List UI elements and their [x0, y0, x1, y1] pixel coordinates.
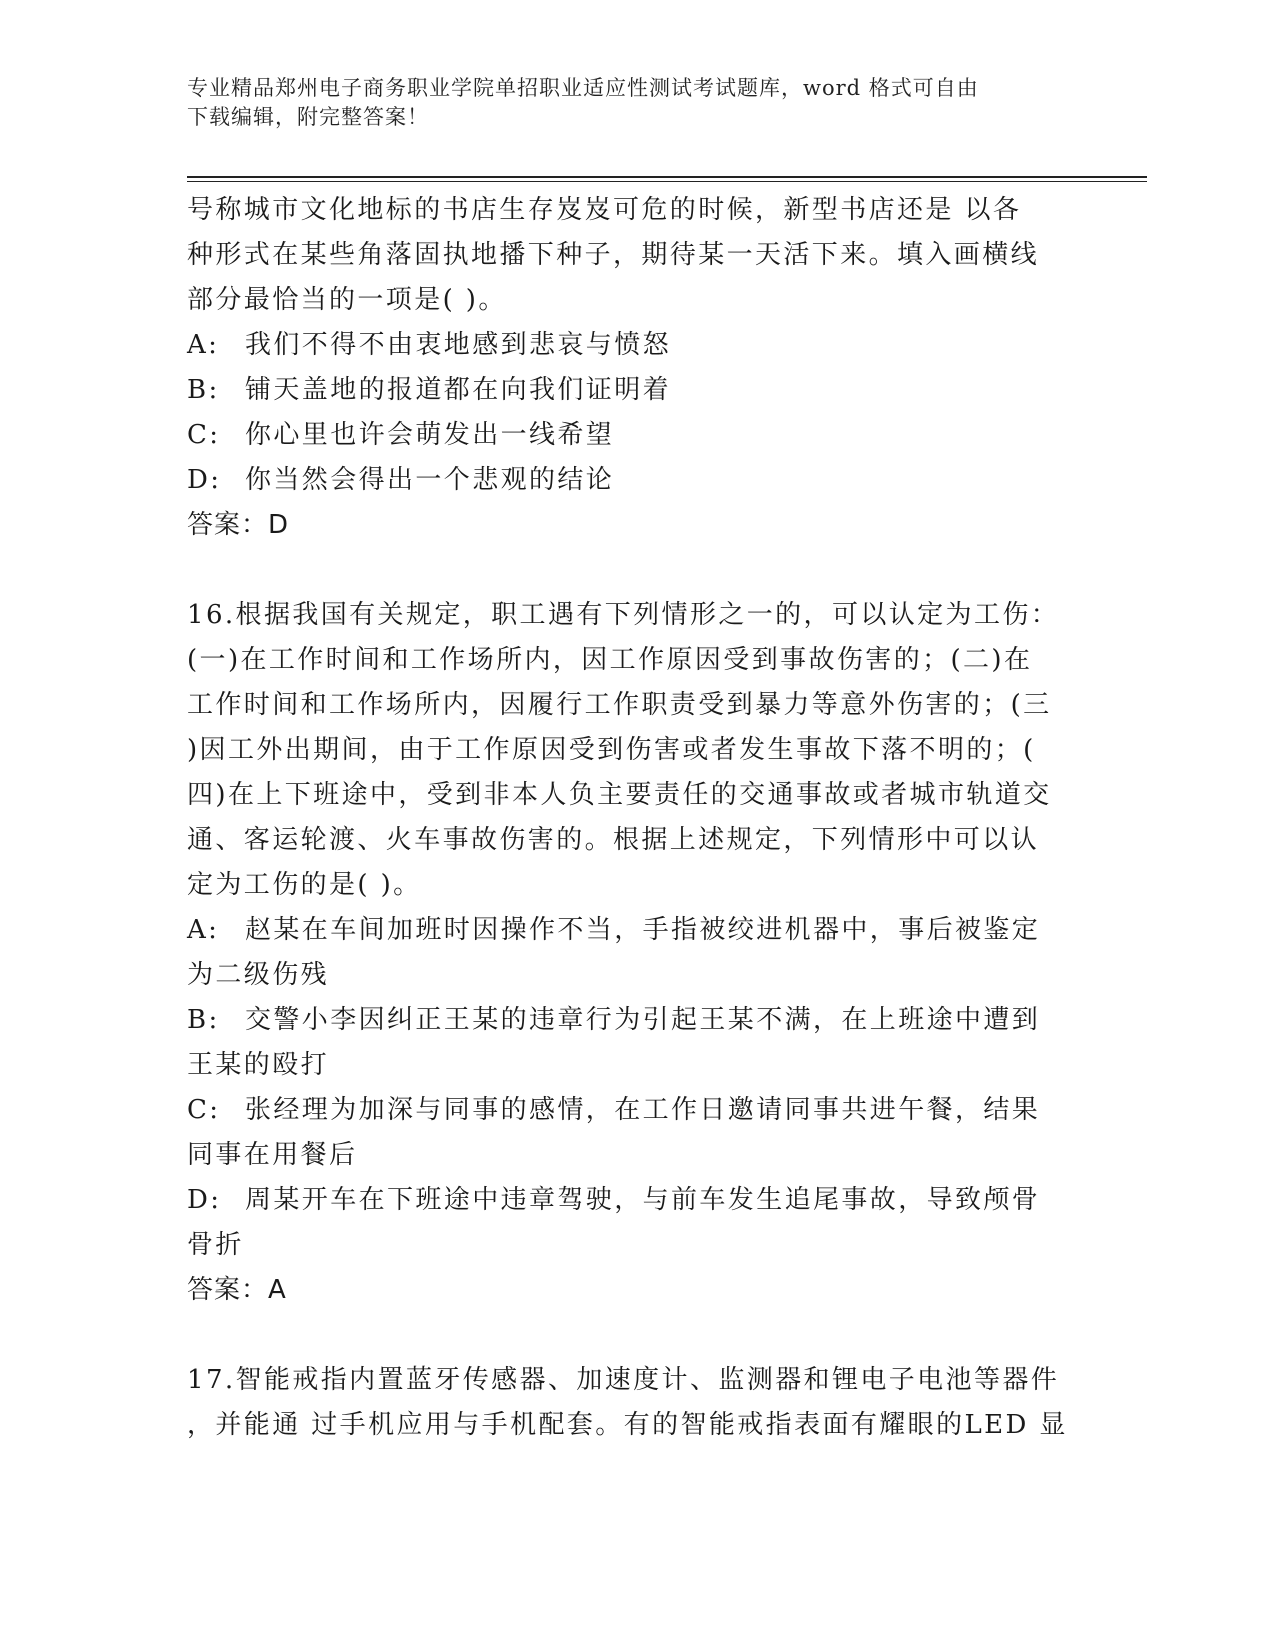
q15-stem-line: 种形式在某些角落固执地播下种子，期待某一天活下来。填入画横线	[187, 240, 1040, 270]
q15-option-b: B: 铺天盖地的报道都在向我们证明着	[187, 375, 672, 405]
q16-option-c-cont: 同事在用餐后	[187, 1140, 358, 1170]
document-header	[187, 74, 1067, 132]
q16-stem-line: 通、客运轮渡、火车事故伤害的。根据上述规定，下列情形中可以认	[187, 825, 1040, 855]
header-rule-thick	[187, 176, 1147, 178]
q17-stem-line: 17.智能戒指内置蓝牙传感器、加速度计、监测器和锂电子电池等器件	[187, 1365, 1060, 1395]
question-15	[187, 188, 1087, 548]
document-body	[187, 188, 1087, 1448]
q16-stem-line: )因工外出期间，由于工作原因受到伤害或者发生事故下落不明的；(	[187, 735, 1036, 765]
q16-stem-line: 工作时间和工作场所内，因履行工作职责受到暴力等意外伤害的；(三	[187, 690, 1052, 720]
q15-option-c: C: 你心里也许会萌发出一线希望	[187, 420, 615, 450]
q15-stem-line: 号称城市文化地标的书店生存岌岌可危的时候，新型书店还是 以各	[187, 195, 1022, 225]
q16-stem-line: 16.根据我国有关规定，职工遇有下列情形之一的，可以认定为工伤：	[187, 600, 1060, 630]
q16-option-d-cont: 骨折	[187, 1230, 244, 1260]
q17-stem-line: ，并能通 过手机应用与手机配套。有的智能戒指表面有耀眼的LED 显	[187, 1410, 1068, 1440]
q15-option-a: A: 我们不得不由衷地感到悲哀与愤怒	[187, 330, 672, 360]
q15-option-d: D: 你当然会得出一个悲观的结论	[187, 465, 615, 495]
q16-option-a-cont: 为二级伤残	[187, 960, 330, 990]
q15-stem-line: 部分最恰当的一项是( )。	[187, 285, 507, 315]
q16-stem-line: 定为工伤的是( )。	[187, 870, 422, 900]
q16-option-b: B: 交警小李因纠正王某的违章行为引起王某不满，在上班途中遭到	[187, 1005, 1041, 1035]
header-line-2: 下载编辑，附完整答案！	[187, 105, 429, 129]
q16-option-d: D: 周某开车在下班途中违章驾驶，与前车发生追尾事故，导致颅骨	[187, 1185, 1041, 1215]
q16-option-b-cont: 王某的殴打	[187, 1050, 330, 1080]
q16-stem-line: (一)在工作时间和工作场所内，因工作原因受到事故伤害的；(二)在	[187, 645, 1033, 675]
q16-option-c: C: 张经理为加深与同事的感情，在工作日邀请同事共进午餐，结果	[187, 1095, 1041, 1125]
header-line-1: 专业精品郑州电子商务职业学院单招职业适应性测试考试题库，word 格式可自由	[187, 76, 979, 100]
question-16	[187, 593, 1087, 1313]
question-17	[187, 1358, 1087, 1448]
q16-answer: 答案：A	[187, 1275, 287, 1305]
q16-option-a: A: 赵某在车间加班时因操作不当，手指被绞进机器中，事后被鉴定	[187, 915, 1041, 945]
header-rule-thin	[187, 181, 1147, 182]
q16-stem-line: 四)在上下班途中，受到非本人负主要责任的交通事故或者城市轨道交	[187, 780, 1052, 810]
q15-answer: 答案：D	[187, 510, 290, 540]
